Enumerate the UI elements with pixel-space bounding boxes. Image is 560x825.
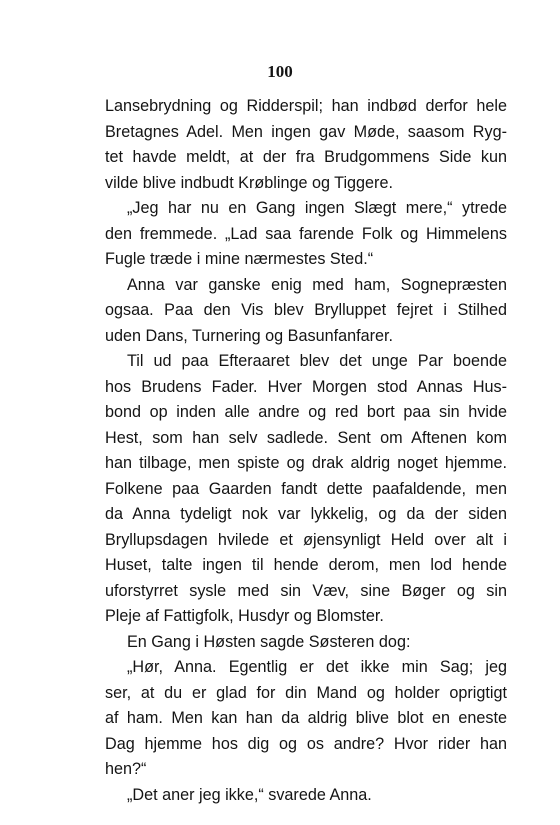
text-line: Til ud paa Efteraaret blev det unge Par boende <box>127 352 507 370</box>
text-line: bond op inden alle andre og red bort paa sin hvide <box>105 403 507 421</box>
text-line: hen?“ <box>105 760 147 778</box>
text-line: Huset, talte ingen til hende derom, men lod hende <box>105 556 507 574</box>
text-line: uforstyrret sysle med sin Væv, sine Bøger og sin <box>105 581 507 600</box>
text-line: Lansebrydning og Ridderspil; han indbød derfor hele <box>105 97 507 115</box>
text-line: vilde blive indbudt Krøblinge og Tiggere. <box>105 173 393 192</box>
text-line: Anna var ganske enig med ham, Sognepræsten <box>127 275 507 294</box>
text-line: En Gang i Høsten sagde Søsteren dog: <box>127 632 411 651</box>
text-line: „Jeg har nu en Gang ingen Slægt mere,“ ytrede <box>127 199 507 217</box>
text-line: hos Brudens Fader. Hver Morgen stod Annas Hus- <box>105 377 507 396</box>
text-line: Hest, som han selv sadlede. Sent om Aftenen kom <box>105 428 507 447</box>
text-line: Pleje af Fattigfolk, Husdyr og Blomster. <box>105 607 384 625</box>
text-line: uden Dans, Turnering og Basunfanfarer. <box>105 326 393 345</box>
body-text <box>105 94 507 808</box>
text-line: Bretagnes Adel. Men ingen gav Møde, saasom Ryg- <box>105 122 507 141</box>
text-line: da Anna tydeligt nok var lykkelig, og da der siden <box>105 505 507 523</box>
text-line: Fugle træde i mine nærmestes Sted.“ <box>105 250 374 268</box>
text-line: ser, at du er glad for din Mand og holder oprigtigt <box>105 683 507 702</box>
text-line: Bryllupsdagen hvilede et øjensynligt Held over alt i <box>105 530 507 549</box>
page-number: 100 <box>267 62 293 81</box>
text-line: „Hør, Anna. Egentlig er det ikke min Sag; jeg <box>127 658 507 676</box>
text-line: han tilbage, men spiste og drak aldrig noget hjemme. <box>105 454 507 472</box>
text-line: ogsaa. Paa den Vis blev Brylluppet fejret i Stilhed <box>105 301 507 319</box>
text-line: Dag hjemme hos dig og os andre? Hvor rider han <box>105 734 507 753</box>
text-line: af ham. Men kan han da aldrig blive blot en eneste <box>105 709 507 727</box>
text-line: den fremmede. „Lad saa farende Folk og Himmelens <box>105 224 507 243</box>
text-line: Folkene paa Gaarden fandt dette paafaldende, men <box>105 479 507 498</box>
text-line: „Det aner jeg ikke,“ svarede Anna. <box>127 785 372 804</box>
text-line: tet havde meldt, at der fra Brudgommens Side kun <box>105 148 507 166</box>
